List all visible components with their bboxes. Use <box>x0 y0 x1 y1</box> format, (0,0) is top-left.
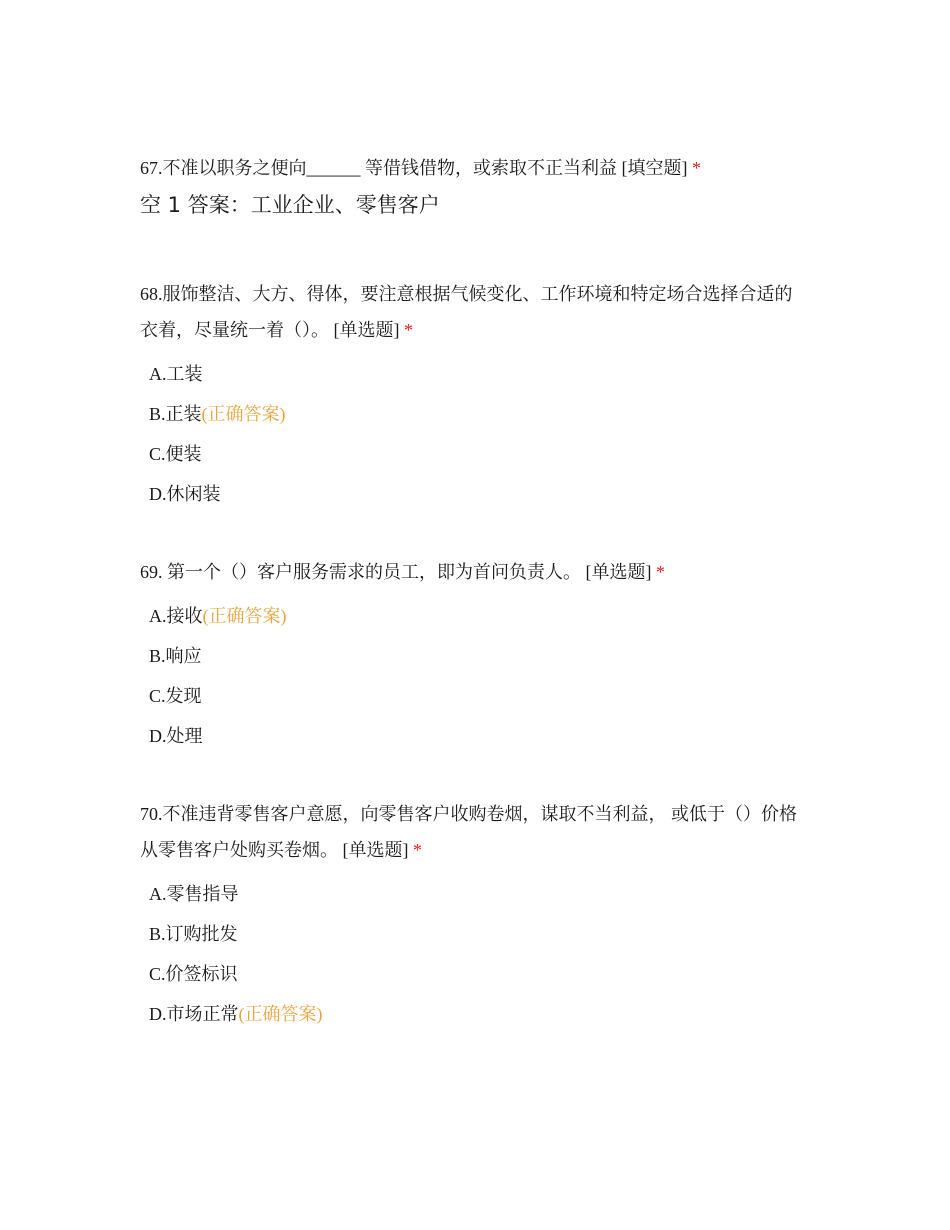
question-text <box>140 276 810 348</box>
question-68 <box>140 276 810 514</box>
question-67-text: 67.不准以职务之便向______ 等借钱借物，或索取不正当利益 [填空题] <box>140 158 688 178</box>
question-69-text: 69. 第一个（）客户服务需求的员工，即为首问负责人。 [单选题] <box>140 562 652 582</box>
option-d[interactable] <box>149 994 810 1034</box>
required-marker: * <box>656 562 665 582</box>
question-70-text: 70.不准违背零售客户意愿，向零售客户收购卷烟，谋取不当利益， 或低于（）价格从零售客户处购买卷烟。 [单选题] <box>140 804 797 860</box>
option-c[interactable] <box>149 434 810 474</box>
required-marker: * <box>404 320 413 340</box>
option-b[interactable] <box>149 394 810 434</box>
option-b[interactable] <box>149 914 810 954</box>
option-label: C.价签标识 <box>149 964 238 984</box>
option-label: B.正装 <box>149 404 202 424</box>
option-a[interactable] <box>149 596 810 636</box>
option-list <box>140 596 810 756</box>
option-a[interactable] <box>149 874 810 914</box>
survey-document <box>140 150 810 1024</box>
option-d[interactable] <box>149 716 810 756</box>
question-text <box>140 796 810 868</box>
option-label: A.工装 <box>149 364 203 384</box>
correct-answer-tag: (正确答案) <box>238 1004 323 1024</box>
option-a[interactable] <box>149 354 810 394</box>
option-list <box>140 874 810 1034</box>
option-list <box>140 354 810 514</box>
option-label: A.接收 <box>149 606 203 626</box>
question-text <box>140 554 810 590</box>
required-marker: * <box>413 840 422 860</box>
required-marker: * <box>692 158 701 178</box>
option-c[interactable] <box>149 954 810 994</box>
option-label: D.市场正常 <box>149 1004 239 1024</box>
option-label: B.响应 <box>149 646 202 666</box>
question-70 <box>140 796 810 1034</box>
option-label: A.零售指导 <box>149 884 239 904</box>
option-label: D.处理 <box>149 726 203 746</box>
question-69 <box>140 554 810 756</box>
option-d[interactable] <box>149 474 810 514</box>
option-label: C.发现 <box>149 686 202 706</box>
option-b[interactable] <box>149 636 810 676</box>
question-68-text: 68.服饰整洁、大方、得体，要注意根据气候变化、工作环境和特定场合选择合适的衣着，尽量统一着（）。 [单选题] <box>140 284 793 340</box>
fill-blank-answer: 空 1 答案：工业企业、零售客户 <box>140 193 440 217</box>
question-text <box>140 150 810 186</box>
correct-answer-tag: (正确答案) <box>202 606 287 626</box>
correct-answer-tag: (正确答案) <box>201 404 286 424</box>
option-label: C.便装 <box>149 444 202 464</box>
option-label: D.休闲装 <box>149 484 221 504</box>
option-c[interactable] <box>149 676 810 716</box>
option-label: B.订购批发 <box>149 924 238 944</box>
question-67 <box>140 150 810 220</box>
